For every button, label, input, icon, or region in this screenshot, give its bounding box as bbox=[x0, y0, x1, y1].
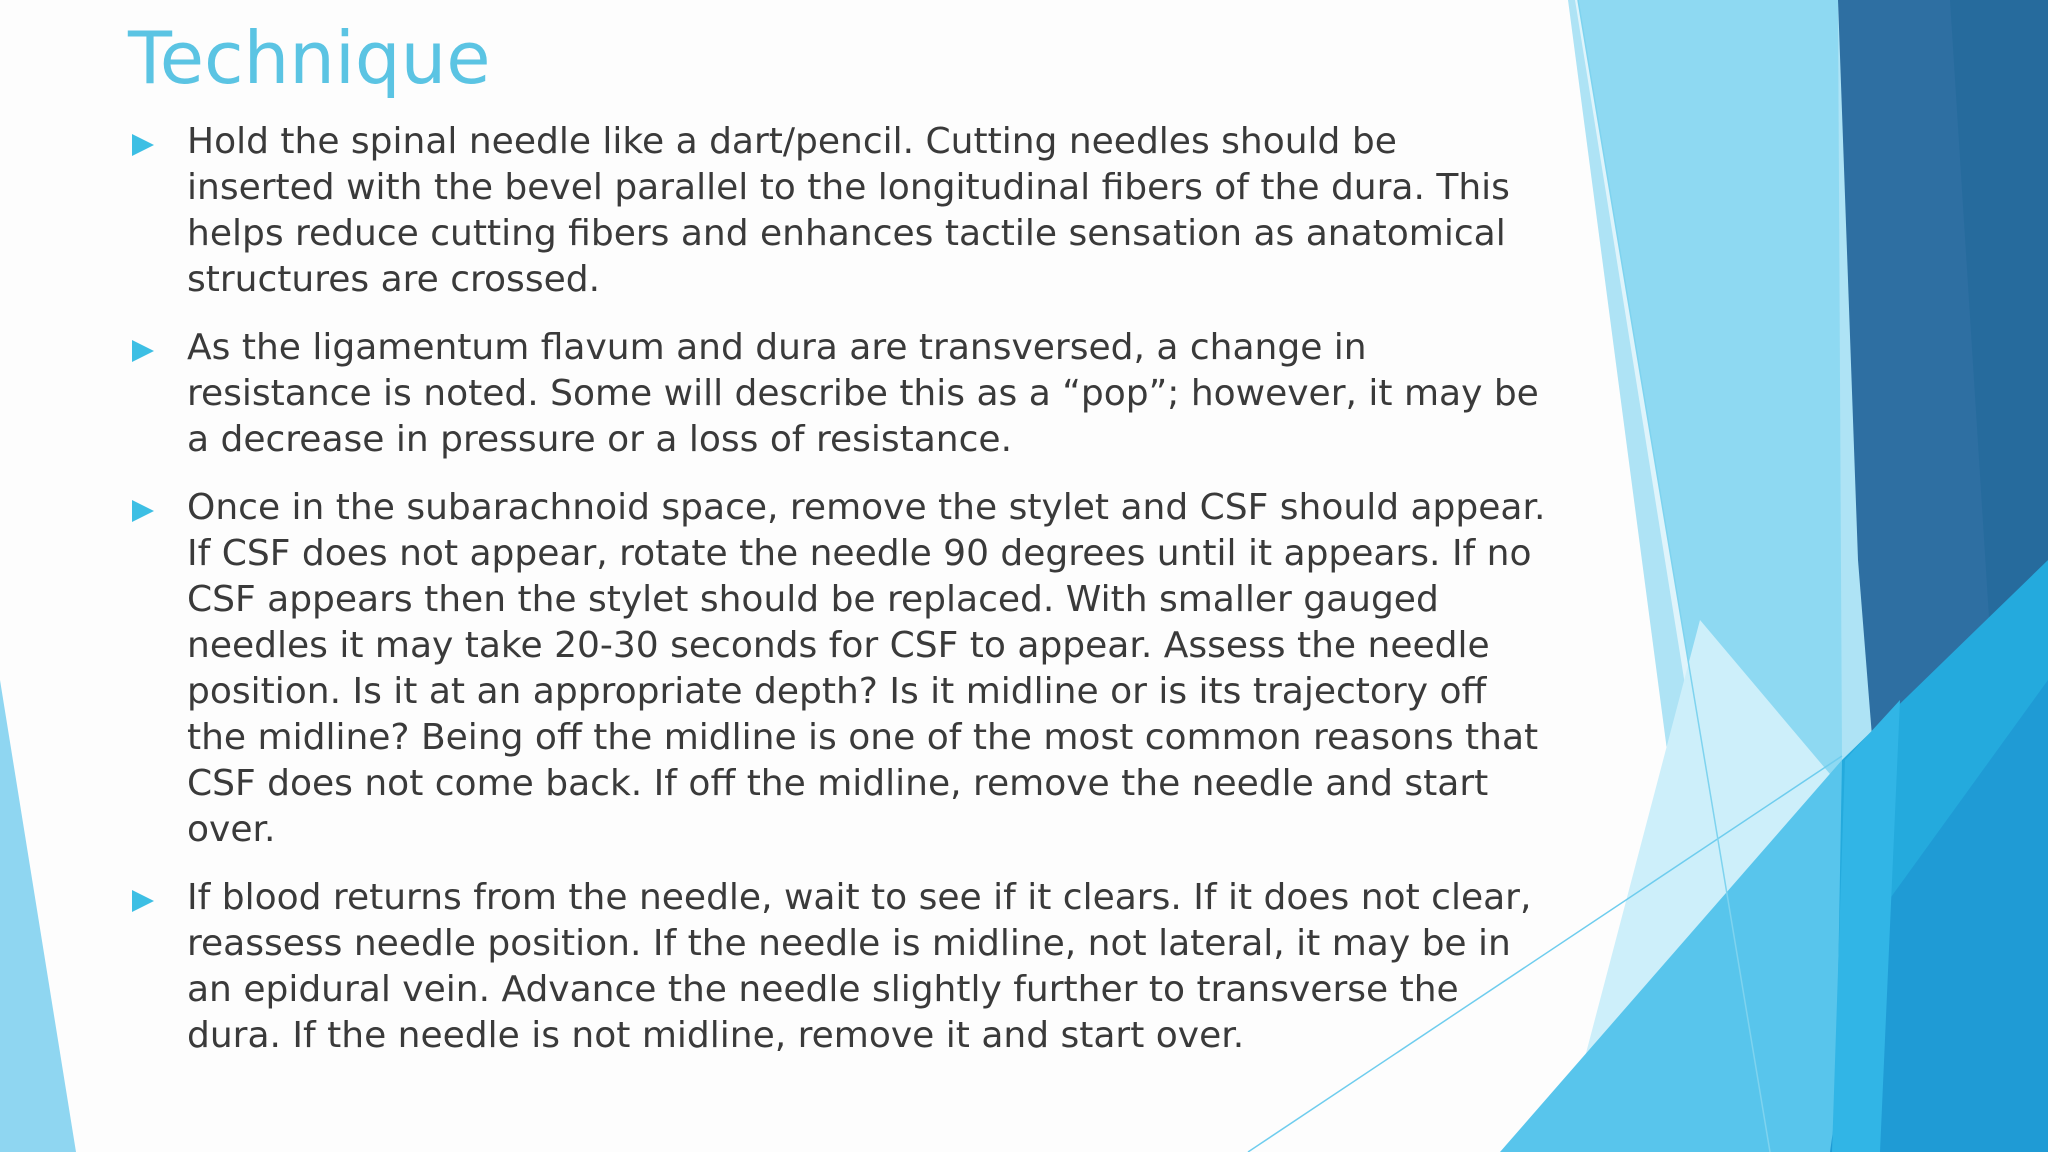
triangle-right-icon bbox=[132, 340, 154, 362]
triangle-right-icon bbox=[132, 500, 154, 522]
triangle-right-icon bbox=[132, 890, 154, 912]
left-edge-sliver bbox=[0, 680, 76, 1152]
bullet-item bbox=[132, 875, 1552, 1059]
bullet-text: Hold the spinal needle like a dart/pencil. Cutting needles should be inserted with the bevel parallel to the longitudinal fibers of the dura. This helps reduce cutting fibers and enhances tactile sensation as anatomical structures are crossed. bbox=[187, 121, 1510, 300]
triangle-right-icon bbox=[132, 134, 154, 156]
bullet-text: Once in the subarachnoid space, remove the stylet and CSF should appear. If CSF does not appear, rotate the needle 90 degrees until it appears. If no CSF appears then the stylet should be replaced. With smaller gauged needles it may take 20-30 seconds for CSF to appear. Assess the needle position. Is it at an appropriate depth? Is it midline or is its trajectory off the midline? Being off the midline is one of the most common reasons that CSF does not come back. If off the midline, remove the needle and start over. bbox=[187, 487, 1546, 850]
bullet-list bbox=[132, 119, 1552, 1081]
bullet-item bbox=[132, 325, 1552, 463]
bullet-item bbox=[132, 119, 1552, 303]
bullet-text: If blood returns from the needle, wait to see if it clears. If it does not clear, reassess needle position. If the needle is midline, not lateral, it may be in an epidural vein. Advance the needle slightly further to transverse the dura. If the needle is not midline, remove it and start over. bbox=[187, 877, 1532, 1056]
bullet-text: As the ligamentum flavum and dura are transversed, a change in resistance is noted. Some will describe this as a “pop”; however, it may be a decrease in pressure or a loss of resistance. bbox=[187, 327, 1539, 460]
slide-title: Technique bbox=[128, 16, 491, 100]
bullet-item bbox=[132, 485, 1552, 853]
